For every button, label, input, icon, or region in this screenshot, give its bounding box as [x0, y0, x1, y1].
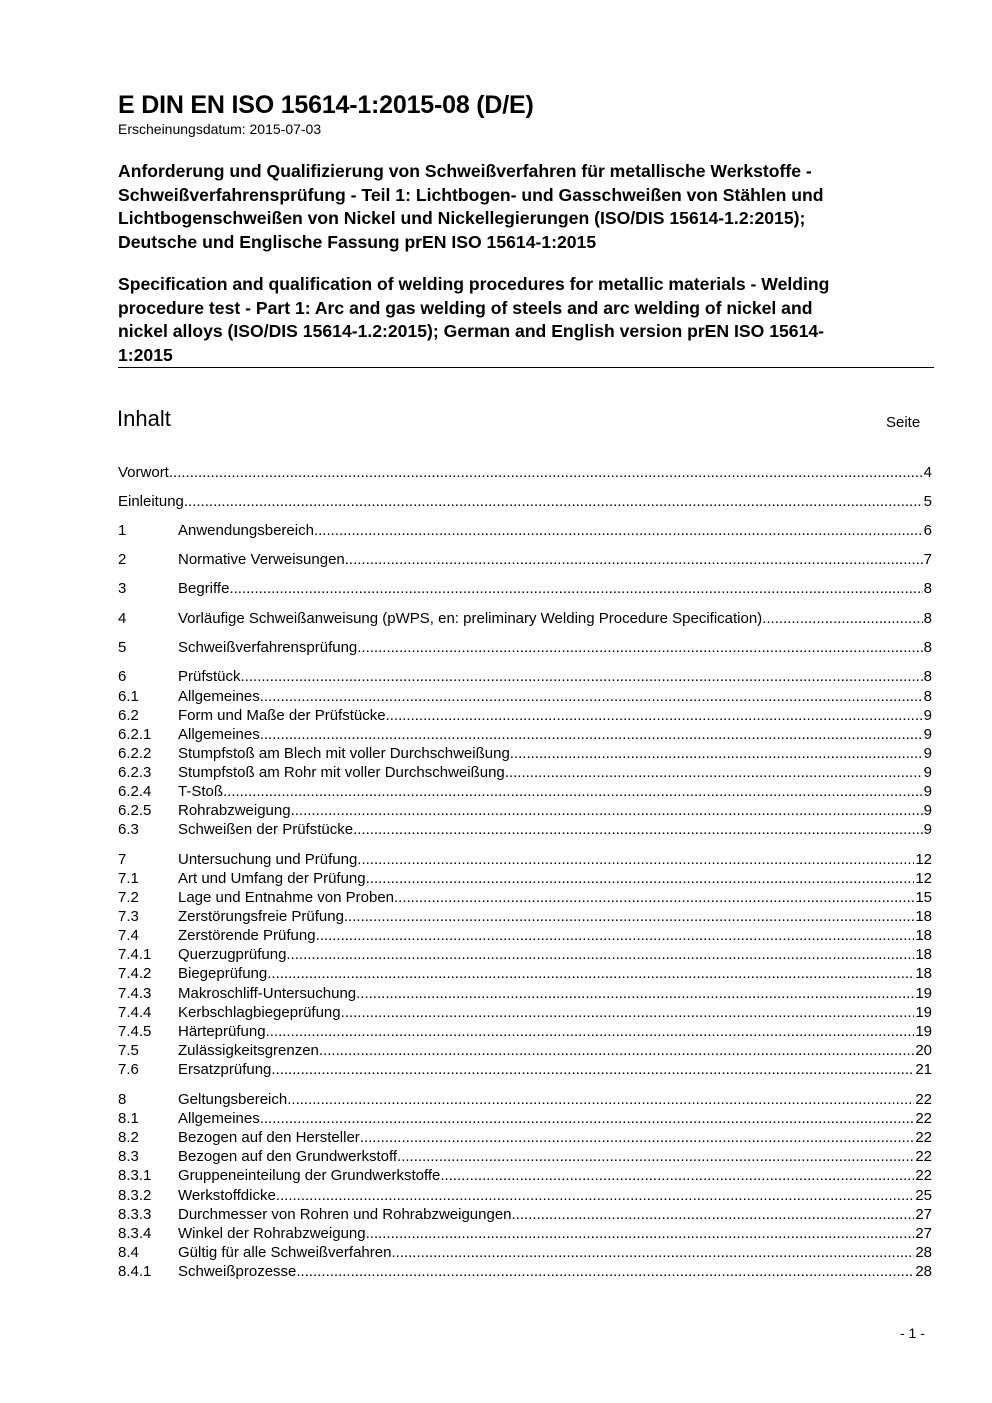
toc-entry-title[interactable]: Kerbschlagbiegeprüfung — [178, 1004, 341, 1021]
toc-entry-title[interactable]: Normative Verweisungen — [178, 551, 345, 568]
toc-entry-number: 6.3 — [118, 821, 139, 838]
toc-dot-leader — [344, 907, 914, 926]
toc-dot-leader — [260, 1109, 915, 1128]
toc-entry-title[interactable]: Stumpfstoß am Rohr mit voller Durchschweißung — [178, 764, 505, 781]
toc-dot-leader — [271, 1060, 914, 1079]
toc-dot-leader — [229, 579, 922, 598]
toc-entry[interactable] — [118, 1003, 932, 1022]
toc-entry[interactable] — [118, 1109, 932, 1128]
toc-entry[interactable] — [118, 638, 932, 657]
toc-entry-number: 7.4 — [118, 927, 139, 944]
toc-entry[interactable] — [118, 1262, 932, 1281]
toc-entry-page[interactable]: 20 — [915, 1042, 932, 1059]
toc-entry-number: 6.2.2 — [118, 745, 152, 762]
toc-entry-page[interactable]: 9 — [923, 726, 932, 743]
toc-entry-page[interactable]: 18 — [915, 946, 932, 963]
toc-entry-page[interactable]: 22 — [915, 1167, 932, 1184]
toc-entry-page[interactable]: 9 — [923, 802, 932, 819]
toc-entry-number: 7.2 — [118, 889, 139, 906]
toc-entry-page[interactable]: 15 — [915, 889, 932, 906]
toc-entry-number: 8.3.3 — [118, 1206, 152, 1223]
toc-entry-page[interactable]: 8 — [923, 668, 932, 685]
title-english-line: Specification and qualification of welding procedures for metallic materials - Welding — [118, 274, 830, 294]
toc-entry-title[interactable]: Allgemeines — [178, 1110, 260, 1127]
toc-entry-page[interactable]: 19 — [915, 985, 932, 1002]
toc-entry-page[interactable]: 8 — [923, 610, 932, 627]
toc-entry-title[interactable]: Winkel der Rohrabzweigung — [178, 1225, 366, 1242]
toc-dot-leader — [357, 850, 914, 869]
toc-dot-leader — [366, 1224, 915, 1243]
toc-entry-title[interactable]: Härteprüfung — [178, 1023, 266, 1040]
toc-dot-leader — [341, 1003, 915, 1022]
toc-entry[interactable] — [118, 801, 932, 820]
toc-entry-page[interactable]: 22 — [915, 1091, 932, 1108]
toc-entry-page[interactable]: 18 — [915, 927, 932, 944]
toc-dot-leader — [267, 964, 914, 983]
toc-dot-leader — [260, 687, 923, 706]
toc-entry-number: 4 — [118, 610, 127, 627]
toc-entry-number: 8.3 — [118, 1148, 139, 1165]
toc-entry-number: 6 — [118, 668, 127, 685]
toc-entry-title[interactable]: Einleitung — [118, 493, 184, 510]
toc-entry[interactable] — [118, 926, 932, 945]
toc-dot-leader — [360, 1128, 915, 1147]
toc-entry-number: 8.3.2 — [118, 1187, 152, 1204]
toc-entry-title[interactable]: Anwendungsbereich — [178, 522, 314, 539]
toc-entry-page[interactable]: 18 — [915, 965, 932, 982]
toc-entry-number: 6.2.4 — [118, 783, 152, 800]
toc-entry-number: 7.4.4 — [118, 1004, 152, 1021]
title-german-line: Deutsche und Englische Fassung prEN ISO 15614-1:2015 — [118, 231, 597, 252]
toc-entry-title[interactable]: Allgemeines — [178, 688, 260, 705]
toc-entry[interactable] — [118, 1166, 932, 1185]
toc-entry-title[interactable]: Schweißverfahrensprüfung — [178, 639, 358, 656]
toc-entry-title[interactable]: Form und Maße der Prüfstücke — [178, 707, 386, 724]
toc-dot-leader — [510, 744, 923, 763]
toc-dot-leader — [184, 492, 923, 511]
toc-entry[interactable] — [118, 1060, 932, 1079]
toc-entry-title[interactable]: Zerstörungsfreie Prüfung — [178, 908, 344, 925]
toc-dot-leader — [394, 888, 914, 907]
toc-entry[interactable] — [118, 984, 932, 1003]
toc-entry-title[interactable]: Bezogen auf den Hersteller — [178, 1129, 360, 1146]
toc-entry-number: 8.2 — [118, 1129, 139, 1146]
toc-entry-page[interactable]: 28 — [915, 1244, 932, 1261]
toc-dot-leader — [276, 1186, 914, 1205]
toc-entry-title[interactable]: Schweißprozesse — [178, 1263, 297, 1280]
toc-entry[interactable] — [118, 763, 932, 782]
toc-dot-leader — [353, 820, 923, 839]
toc-dot-leader — [169, 463, 923, 482]
toc-entry-title[interactable]: Stumpfstoß am Blech mit voller Durchschweißung — [178, 745, 510, 762]
title-divider — [118, 367, 934, 368]
toc-dot-leader — [512, 1205, 915, 1224]
toc-entry-page[interactable]: 9 — [923, 764, 932, 781]
toc-dot-leader — [345, 550, 923, 569]
toc-entry[interactable] — [118, 463, 932, 482]
toc-entry[interactable] — [118, 1205, 932, 1224]
title-english-line: nickel alloys (ISO/DIS 15614-1.2:2015); German and English version prEN ISO 15614- — [118, 321, 824, 341]
toc-entry[interactable] — [118, 964, 932, 983]
toc-entry[interactable] — [118, 1224, 932, 1243]
toc-dot-leader — [314, 521, 923, 540]
toc-entry-title[interactable]: Begriffe — [178, 580, 230, 597]
toc-dot-leader — [223, 782, 923, 801]
publication-date: Erscheinungsdatum: 2015-07-03 — [118, 121, 322, 137]
toc-entry[interactable] — [118, 888, 932, 907]
toc-entry[interactable] — [118, 1128, 932, 1147]
toc-entry-number: 8.3.4 — [118, 1225, 152, 1242]
toc-entry-page[interactable]: 9 — [923, 745, 932, 762]
toc-entry-title[interactable]: Durchmesser von Rohren und Rohrabzweigungen — [178, 1206, 512, 1223]
toc-dot-leader — [397, 1147, 914, 1166]
title-english-line: 1:2015 — [118, 344, 173, 365]
toc-dot-leader — [386, 706, 923, 725]
toc-entry-number: 1 — [118, 522, 127, 539]
title-german-line: Schweißverfahrensprüfung - Teil 1: Lichtbogen- und Gasschweißen von Stählen und — [118, 184, 824, 205]
toc-dot-leader — [391, 1243, 914, 1262]
toc-entry[interactable] — [118, 550, 932, 569]
toc-entry-title[interactable]: Werkstoffdicke — [178, 1187, 276, 1204]
title-english-line: procedure test - Part 1: Arc and gas welding of steels and arc welding of nickel and — [118, 297, 813, 318]
toc-entry-page[interactable]: 12 — [915, 870, 932, 887]
toc-entry-page[interactable]: 6 — [923, 522, 932, 539]
toc-entry-number: 8.4.1 — [118, 1263, 152, 1280]
toc-entry-title[interactable]: Prüfstück — [178, 668, 241, 685]
toc-entry-page[interactable]: 12 — [915, 851, 932, 868]
toc-entry-number: 8 — [118, 1091, 127, 1108]
toc-dot-leader — [286, 945, 914, 964]
toc-entry-title[interactable]: Lage und Entnahme von Proben — [178, 889, 394, 906]
toc-entry[interactable] — [118, 521, 932, 540]
toc-entry-page[interactable]: 22 — [915, 1148, 932, 1165]
toc-entry-title[interactable]: Ersatzprüfung — [178, 1061, 272, 1078]
toc-entry-page[interactable]: 27 — [915, 1206, 932, 1223]
toc-entry-number: 7.6 — [118, 1061, 139, 1078]
toc-dot-leader — [356, 984, 914, 1003]
toc-entry[interactable] — [118, 609, 932, 628]
toc-entry-number: 7 — [118, 851, 127, 868]
toc-entry-title[interactable]: T-Stoß — [178, 783, 224, 800]
title-german-line: Anforderung und Qualifizierung von Schweißverfahren für metallische Werkstoffe - — [118, 161, 812, 181]
toc-dot-leader — [319, 1041, 914, 1060]
toc-entry-title[interactable]: Zerstörende Prüfung — [178, 927, 316, 944]
toc-entry[interactable] — [118, 782, 932, 801]
toc-dot-leader — [440, 1166, 914, 1185]
toc-entry-page[interactable]: 7 — [923, 551, 932, 568]
toc-entry-number: 8.3.1 — [118, 1167, 152, 1184]
toc-entry[interactable] — [118, 850, 932, 869]
toc-dot-leader — [316, 926, 915, 945]
toc-entry-page[interactable]: 19 — [915, 1004, 932, 1021]
toc-entry-number: 6.2 — [118, 707, 139, 724]
toc-entry-number: 7.3 — [118, 908, 139, 925]
toc-entry-title[interactable]: Querzugprüfung — [178, 946, 287, 963]
toc-entry-page[interactable]: 9 — [923, 783, 932, 800]
toc-dot-leader — [357, 638, 922, 657]
toc-dot-leader — [241, 667, 923, 686]
toc-entry-title[interactable]: Gruppeneinteilung der Grundwerkstoffe — [178, 1167, 441, 1184]
toc-entry[interactable] — [118, 725, 932, 744]
toc-entry-number: 8.1 — [118, 1110, 139, 1127]
toc-entry-title[interactable]: Gültig für alle Schweißverfahren — [178, 1244, 392, 1261]
toc-entry-number: 7.4.1 — [118, 946, 152, 963]
toc-entry-page[interactable]: 18 — [915, 908, 932, 925]
toc-entry-number: 6.2.3 — [118, 764, 152, 781]
document-id: E DIN EN ISO 15614-1:2015-08 (D/E) — [118, 91, 534, 119]
toc-entry-number: 7.1 — [118, 870, 139, 887]
toc-entry[interactable] — [118, 667, 932, 686]
toc-entry-number: 5 — [118, 639, 127, 656]
page-number: - 1 - — [900, 1325, 925, 1341]
toc-entry[interactable] — [118, 945, 932, 964]
toc-entry[interactable] — [118, 492, 932, 511]
toc-entry[interactable] — [118, 687, 932, 706]
toc-entry-number: 6.2.1 — [118, 726, 152, 743]
toc-entry-page[interactable]: 9 — [923, 707, 932, 724]
toc-entry-number: 2 — [118, 551, 127, 568]
toc-entry[interactable] — [118, 1090, 932, 1109]
toc-entry-title[interactable]: Untersuchung und Prüfung — [178, 851, 358, 868]
toc-entry-number: 3 — [118, 580, 127, 597]
toc-entry[interactable] — [118, 1186, 932, 1205]
toc-entry-number: 7.5 — [118, 1042, 139, 1059]
toc-entry-title[interactable]: Art und Umfang der Prüfung — [178, 870, 366, 887]
title-english — [118, 273, 938, 367]
toc-dot-leader — [266, 1022, 915, 1041]
toc-entry-number: 7.4.3 — [118, 985, 152, 1002]
toc-entry[interactable] — [118, 1041, 932, 1060]
toc-entry[interactable] — [118, 820, 932, 839]
toc-dot-leader — [260, 725, 923, 744]
toc-entry[interactable] — [118, 1243, 932, 1262]
title-german-line: Lichtbogenschweißen von Nickel und Nickellegierungen (ISO/DIS 15614-1.2:2015); — [118, 208, 806, 228]
toc-dot-leader — [762, 609, 922, 628]
toc-entry[interactable] — [118, 907, 932, 926]
toc-entry[interactable] — [118, 744, 932, 763]
toc-entry-number: 8.4 — [118, 1244, 139, 1261]
toc-entry[interactable] — [118, 869, 932, 888]
toc-entry-title[interactable]: Vorläufige Schweißanweisung (pWPS, en: preliminary Welding Procedure Specification) — [178, 610, 763, 627]
toc-entry-page[interactable]: 9 — [923, 821, 932, 838]
toc-entry-title[interactable]: Schweißen der Prüfstücke — [178, 821, 354, 838]
toc-entry-page[interactable]: 8 — [923, 639, 932, 656]
toc-entry-number: 6.1 — [118, 688, 139, 705]
toc-entry-page[interactable]: 22 — [915, 1129, 932, 1146]
toc-entry-title[interactable]: Makroschliff-Untersuchung — [178, 985, 357, 1002]
title-german — [118, 160, 938, 254]
toc-entry[interactable] — [118, 579, 932, 598]
toc-entry-page[interactable]: 4 — [923, 464, 932, 481]
toc-entry-number: 6.2.5 — [118, 802, 152, 819]
toc-entry-title[interactable]: Biegeprüfung — [178, 965, 268, 982]
toc-entry-page[interactable]: 5 — [923, 493, 932, 510]
toc-entry-title[interactable]: Vorwort — [118, 464, 169, 481]
toc-entry-title[interactable]: Allgemeines — [178, 726, 260, 743]
toc-entry-page[interactable]: 22 — [915, 1110, 932, 1127]
toc-entry-page[interactable]: 19 — [915, 1023, 932, 1040]
toc-dot-leader — [287, 1090, 914, 1109]
toc-entry-title[interactable]: Bezogen auf den Grundwerkstoff — [178, 1148, 398, 1165]
toc-entry[interactable] — [118, 1022, 932, 1041]
toc-dot-leader — [505, 763, 923, 782]
toc-dot-leader — [291, 801, 923, 820]
toc-dot-leader — [296, 1262, 914, 1281]
toc-entry-title[interactable]: Geltungsbereich — [178, 1091, 288, 1108]
toc-entry[interactable] — [118, 1147, 932, 1166]
toc-entry-number: 7.4.2 — [118, 965, 152, 982]
toc-entry-page[interactable]: 8 — [923, 580, 932, 597]
toc-entry-title[interactable]: Zulässigkeitsgrenzen — [178, 1042, 319, 1059]
toc-dot-leader — [366, 869, 915, 888]
toc-entry-page[interactable]: 21 — [915, 1061, 932, 1078]
toc-page-column-label: Seite — [886, 414, 921, 431]
toc-entry-page[interactable]: 28 — [915, 1263, 932, 1280]
toc-entry[interactable] — [118, 706, 932, 725]
toc-entry-page[interactable]: 27 — [915, 1225, 932, 1242]
toc-entry-page[interactable]: 8 — [923, 688, 932, 705]
toc-entry-page[interactable]: 25 — [915, 1187, 932, 1204]
toc-heading: Inhalt — [117, 406, 171, 431]
toc-entry-number: 7.4.5 — [118, 1023, 152, 1040]
toc-entry-title[interactable]: Rohrabzweigung — [178, 802, 291, 819]
